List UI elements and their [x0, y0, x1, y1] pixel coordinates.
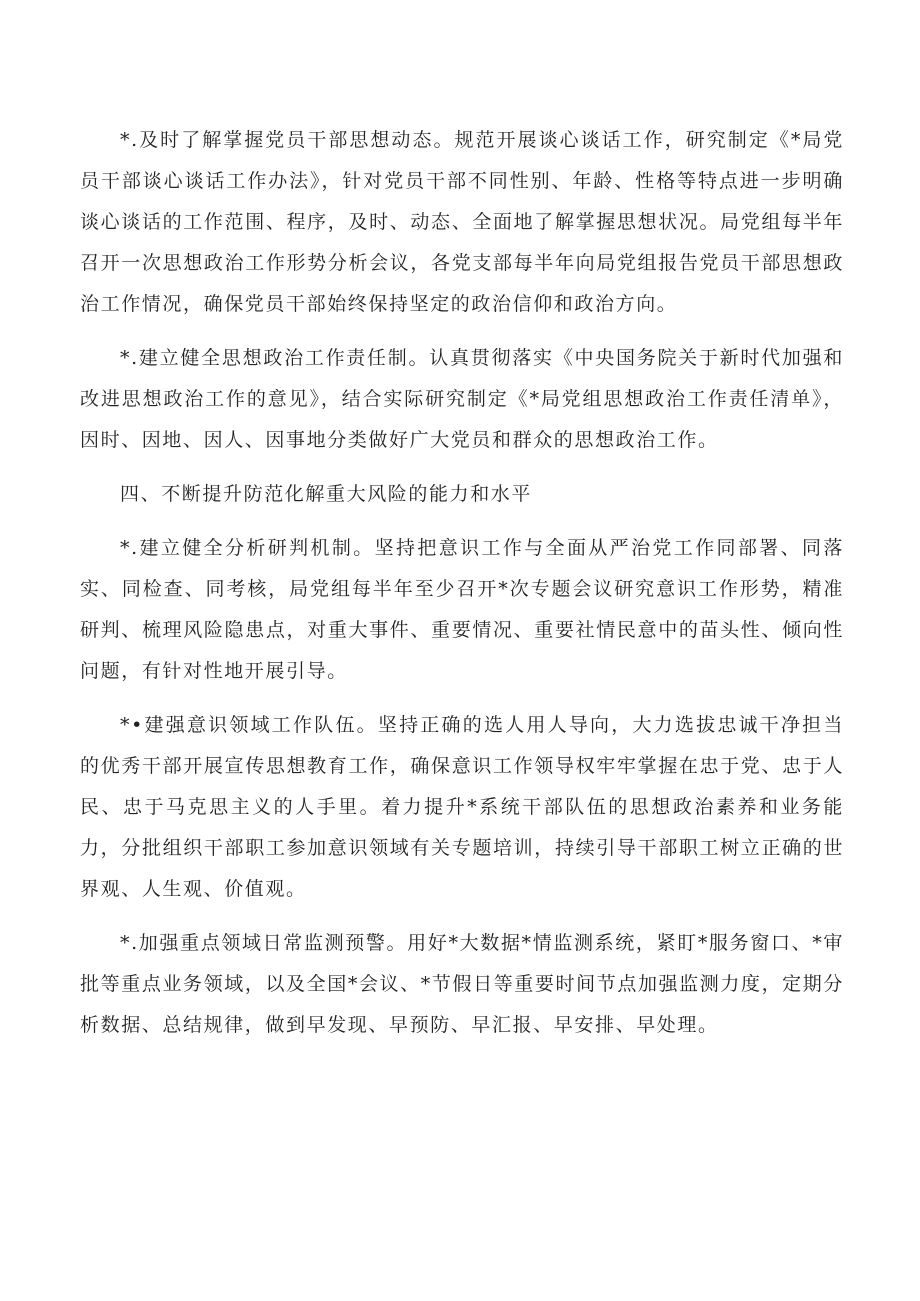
section-heading-four: 四、不断提升防范化解重大风险的能力和水平	[120, 483, 533, 505]
paragraph-team-building: *•建强意识领域工作队伍。坚持正确的选人用人导向，大力选拔忠诚干净担当的优秀干部开展宣传思想教育工作，确保意识工作领导权牢牢掌握在忠于党、忠于人民、忠于马克思主义的人手里。着力提升*系统干部队伍的思想政治素养和业务能力，分批组织干部职工参加意识领域有关专题培训，持续引导干部职工树立正确的世界观、人生观、价值观。	[80, 714, 844, 900]
paragraph-responsibility-system: *.建立健全思想政治工作责任制。认真贯彻落实《中央国务院关于新时代加强和改进思想政治工作的意见》，结合实际研究制定《*局党组思想政治工作责任清单》，因时、因地、因人、因事地分类做好广大党员和群众的思想政治工作。	[80, 347, 844, 451]
paragraph-monitoring-warning: *.加强重点领域日常监测预警。用好*大数据*情监测系统，紧盯*服务窗口、*审批等重点业务领域，以及全国*会议、*节假日等重要时间节点加强监测力度，定期分析数据、总结规律，做到早发现、早预防、早汇报、早安排、早处理。	[80, 932, 844, 1036]
paragraph-thought-dynamics: *.及时了解掌握党员干部思想动态。规范开展谈心谈话工作，研究制定《*局党员干部谈心谈话工作办法》，针对党员干部不同性别、年龄、性格等特点进一步明确谈心谈话的工作范围、程序，及时、动态、全面地了解掌握思想状况。局党组每半年召开一次思想政治工作形势分析会议，各党支部每半年向局党组报告党员干部思想政治工作情况，确保党员干部始终保持坚定的政治信仰和政治方向。	[80, 129, 844, 315]
paragraph-analysis-mechanism: *.建立健全分析研判机制。坚持把意识工作与全面从严治党工作同部署、同落实、同检查、同考核，局党组每半年至少召开*次专题会议研究意识工作形势，精准研判、梳理风险隐患点，对重大事件、重要情况、重要社情民意中的苗头性、倾向性问题，有针对性地开展引导。	[80, 537, 844, 682]
document-body	[80, 120, 844, 1059]
